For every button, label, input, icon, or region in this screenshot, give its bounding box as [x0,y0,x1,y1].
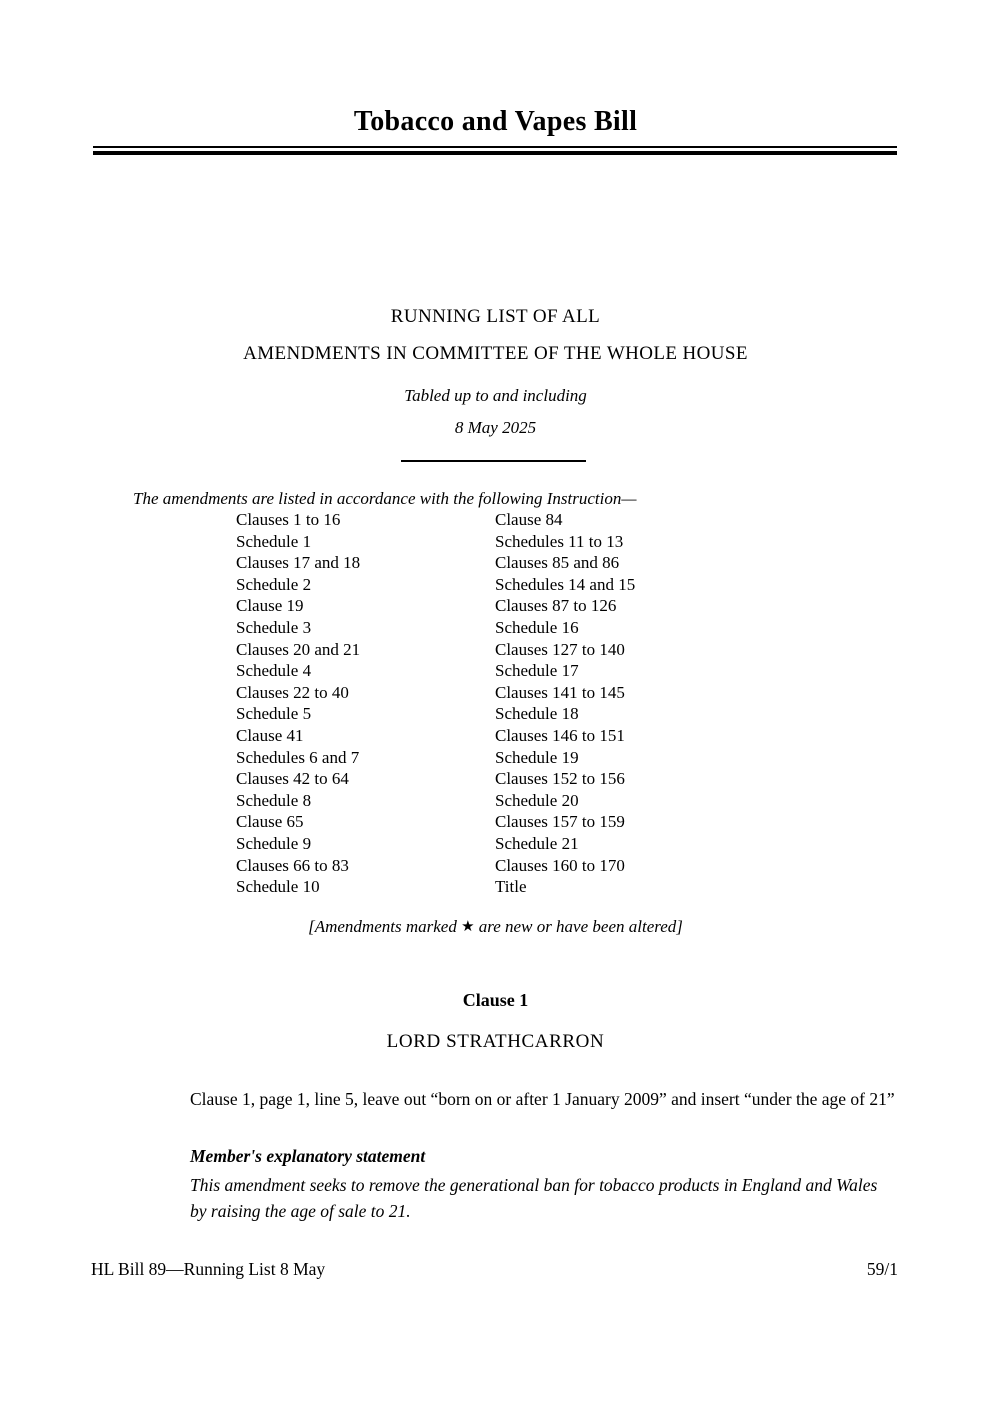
instruction-intro: The amendments are listed in accordance with the following Instruction— [133,489,637,508]
star-icon: ★ [461,919,475,935]
instruction-list-item: Clauses 85 and 86 [495,553,620,573]
instruction-list-item: Schedules 6 and 7 [236,747,360,767]
star-note [0,917,991,937]
instruction-list-item: Schedule 9 [236,833,312,853]
instruction-list-item: Title [495,877,527,897]
instruction-list-item: Schedule 10 [236,877,320,897]
instruction-list-item: Schedule 2 [236,574,312,594]
instruction-list-item: Clauses 17 and 18 [236,553,361,573]
explanatory-statement-heading: Member's explanatory statement [190,1146,426,1166]
tabled-up-to-label: Tabled up to and including [404,386,587,405]
instruction-list-item: Clause 41 [236,725,304,745]
instruction-list-item: Schedule 20 [495,790,579,810]
footer-page-number: 59/1 [866,1259,898,1279]
star-note-prefix: [Amendments marked [308,917,462,936]
instruction-list-item: Clauses 42 to 64 [236,769,349,789]
amendment-text: Clause 1, page 1, line 5, leave out “born on or after 1 January 2009” and insert “under the age of 21” [190,1089,895,1109]
instruction-list-item: Schedules 14 and 15 [495,574,636,594]
instruction-list-item: Schedule 18 [495,704,579,724]
title-double-rule [93,146,897,155]
explanatory-statement-text: This amendment seeks to remove the generational ban for tobacco products in England and Wales by raising the age of sale to 21. [190,1175,878,1221]
section-divider-rule [401,460,586,462]
clause-heading: Clause 1 [462,990,529,1010]
instruction-list-item: Schedule 21 [495,833,579,853]
instruction-list-item: Schedule 17 [495,661,579,681]
instruction-list-item: Clauses 127 to 140 [495,639,625,659]
instruction-list-item: Schedules 11 to 13 [495,531,624,551]
document-title: Tobacco and Vapes Bill [353,106,638,137]
tabled-date: 8 May 2025 [454,418,537,437]
instruction-list-item: Clauses 160 to 170 [495,855,625,875]
instruction-list-item: Schedule 19 [495,747,579,767]
instruction-list-item: Clause 84 [495,510,563,529]
instruction-list-left-column [236,509,360,898]
star-note-suffix: are new or have been altered] [474,917,683,936]
footer-bill-reference: HL Bill 89—Running List 8 May [91,1259,326,1279]
running-list-heading-line2: AMENDMENTS IN COMMITTEE OF THE WHOLE HOUSE [243,343,748,364]
instruction-list-item: Clauses 141 to 145 [495,682,625,702]
instruction-list-item: Clauses 66 to 83 [236,855,349,875]
instruction-list-item: Clause 19 [236,596,304,616]
instruction-list-item: Clauses 22 to 40 [236,682,349,702]
instruction-list-item: Schedule 1 [236,531,312,551]
instruction-list-item: Schedule 4 [236,661,312,681]
instruction-list-item: Schedule 8 [236,790,312,810]
instruction-list-item: Schedule 16 [495,617,579,637]
instruction-list-item: Clauses 146 to 151 [495,725,625,745]
page-footer [91,1259,898,1280]
instruction-list-item: Clauses 87 to 126 [495,596,617,616]
instruction-list-item: Schedule 5 [236,704,312,724]
instruction-list-item: Clause 65 [236,812,304,832]
instruction-list-item: Clauses 152 to 156 [495,769,625,789]
mover-name: LORD STRATHCARRON [386,1031,605,1052]
instruction-list-item: Schedule 3 [236,617,312,637]
running-list-heading-line1: RUNNING LIST OF ALL [390,306,601,327]
instruction-list-item: Clauses 20 and 21 [236,639,361,659]
instruction-list-item: Clauses 1 to 16 [236,510,341,529]
instruction-list-right-column [495,509,635,898]
instruction-list-item: Clauses 157 to 159 [495,812,625,832]
